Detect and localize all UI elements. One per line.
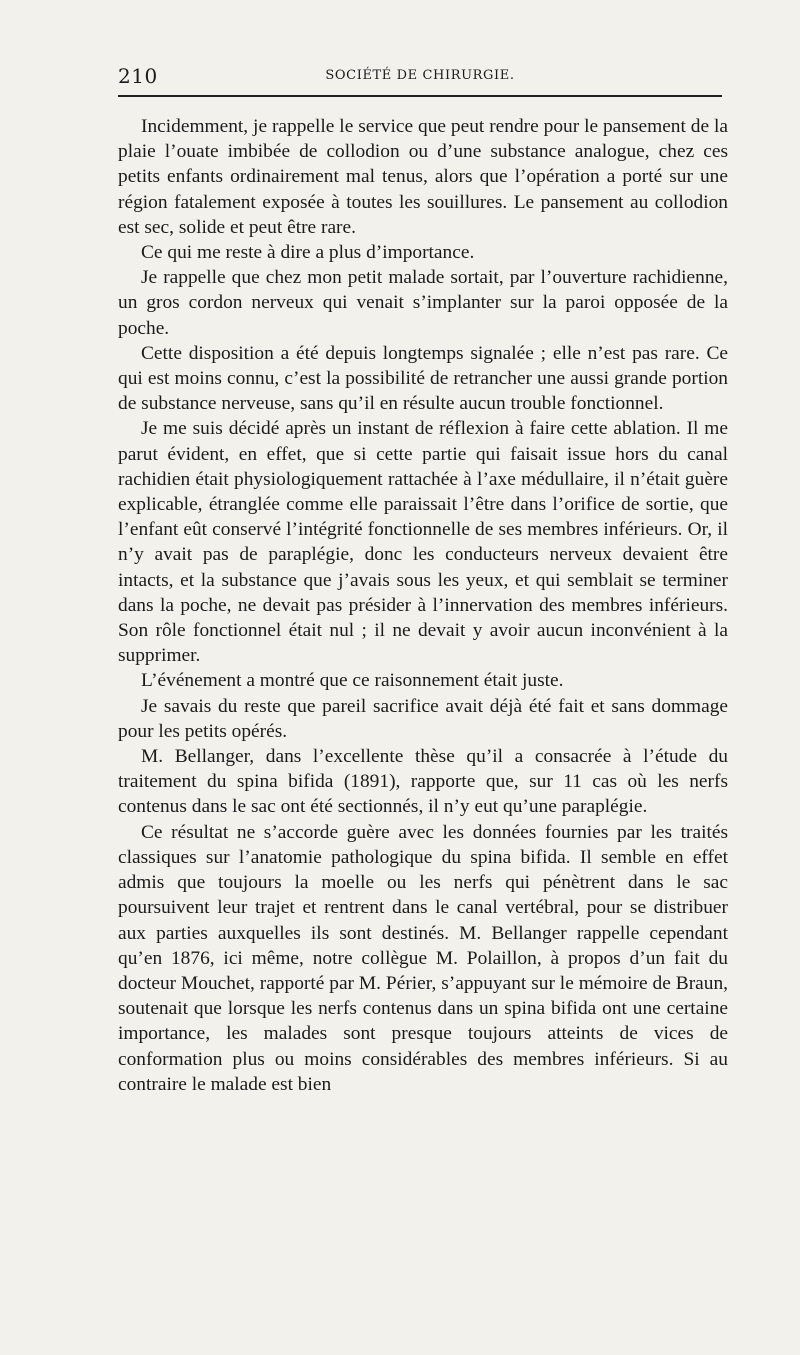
paragraph: M. Bellanger, dans l’excellente thèse qu’il a consacrée à l’étude du traitement du spina bifida (1891), rapporte que, sur 11 cas où les nerfs contenus dans le sac ont été sectionnés, il n’y eut qu’une paraplégie. xyxy=(118,746,728,818)
paragraph: Je rappelle que chez mon petit malade sortait, par l’ouverture rachidienne, un gros cordon nerveux qui venait s’implanter sur la paroi opposée de la poche. xyxy=(118,267,728,339)
paragraph: Cette disposition a été depuis longtemps signalée ; elle n’est pas rare. Ce qui est moins connu, c’est la possibilité de retrancher une aussi grande portion de substance nerveuse, sans qu’il en résulte aucun trouble fonctionnel. xyxy=(118,342,728,415)
paragraph: L’événement a montré que ce raisonnement était juste. xyxy=(141,670,564,692)
header-rule xyxy=(118,95,722,97)
page-header xyxy=(118,62,722,92)
paragraph: Je savais du reste que pareil sacrifice avait déjà été fait et sans dommage pour les petits opérés. xyxy=(118,695,728,742)
running-title: SOCIÉTÉ DE CHIRURGIE. xyxy=(325,68,515,83)
paragraph: Je me suis décidé après un instant de réflexion à faire cette ablation. Il me parut évident, en effet, que si cette partie qui faisait issue hors du canal rachidien était physiologiquement rattachée à l’axe médullaire, il n’était guère explicable, étranglée comme elle paraissait l’être dans l’orifice de sortie, que l’enfant eût conservé l’intégrité fonctionnelle de ses membres inférieurs. Or, il n’y avait pas de paraplégie, donc les conducteurs nerveux devaient être intacts, et la substance que j’avais sous les yeux, et qui semblait se terminer dans la poche, ne devait pas présider à l’innervation des membres inférieurs. Son rôle fonctionnel était nul ; il ne devait y avoir aucun inconvénient à la supprimer. xyxy=(118,418,728,667)
page-number: 210 xyxy=(118,64,158,88)
body-text xyxy=(118,114,728,1097)
paragraph: Incidemment, je rappelle le service que peut rendre pour le pansement de la plaie l’ouate imbibée de collodion ou d’une substance analogue, chez ces petits enfants ordinairement mal tenus, alors que l’opération a porté sur une région fatalement exposée à toutes les souillures. Le pansement au collodion est sec, solide et peut être rare. xyxy=(118,116,728,238)
paragraph: Ce résultat ne s’accorde guère avec les données fournies par les traités classiques sur l’anatomie pathologique du spina bifida. Il semble en effet admis que toujours la moelle ou les nerfs qui pénètrent dans le sac poursuivent leur trajet et rentrent dans le canal vertébral, pour se distribuer aux parties auxquelles ils sont destinés. M. Bellanger rappelle cependant qu’en 1876, ici même, notre collègue M. Polaillon, à propos d’un fait du docteur Mouchet, rapporté par M. Périer, s’appuyant sur le mémoire de Braun, soutenait que lorsque les nerfs contenus dans un spina bifida ont une certaine importance, les malades sont presque toujours atteints de vices de conformation plus ou moins considérables des membres inférieurs. Si au contraire le malade est bien xyxy=(118,821,728,1095)
paragraph: Ce qui me reste à dire a plus d’importance. xyxy=(141,242,475,264)
